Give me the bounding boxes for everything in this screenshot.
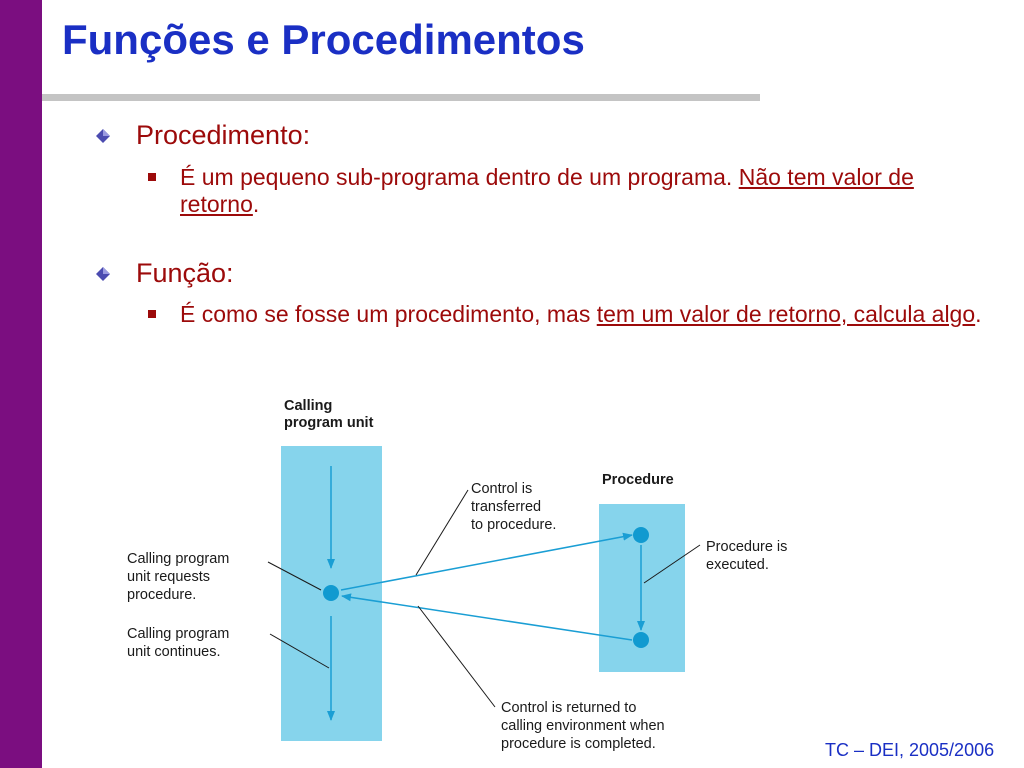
sub-bullet-underlined: Não tem valor de retorno (180, 164, 914, 217)
label-requests: Calling program unit requests procedure. (127, 551, 230, 603)
return-arrow (342, 596, 632, 640)
procedure-title: Procedure (602, 472, 674, 488)
calling-unit-title: Calling program unit (284, 398, 374, 431)
label-returned: Control is returned to calling environment when procedure is completed. (501, 700, 665, 752)
slide-title: Funções e Procedimentos (62, 16, 585, 63)
label-executed: Procedure is executed. (706, 539, 788, 573)
label-continues: Calling program unit continues. (127, 626, 230, 660)
sub-bullet-text: É um pequeno sub-programa dentro de um programa. (180, 164, 739, 190)
call-point-dot (323, 585, 339, 601)
procedure-start-dot (633, 527, 649, 543)
leader-line-returned (418, 606, 495, 707)
sub-bullet-text: É como se fosse um procedimento, mas (180, 301, 597, 327)
bullet-heading: Função: (136, 258, 234, 288)
slide-footer: TC – DEI, 2005/2006 (825, 740, 995, 760)
transfer-arrow (341, 535, 632, 590)
leader-line-transferred (416, 490, 468, 575)
sub-bullet-underlined: tem um valor de retorno, calcula algo (596, 301, 976, 327)
bullet-heading: Procedimento: (136, 120, 311, 150)
label-transferred: Control is transferred to procedure. (471, 481, 557, 533)
procedure-end-dot (633, 632, 649, 648)
sub-bullet-end: . (975, 301, 982, 327)
sub-bullet-end: . (252, 191, 260, 217)
